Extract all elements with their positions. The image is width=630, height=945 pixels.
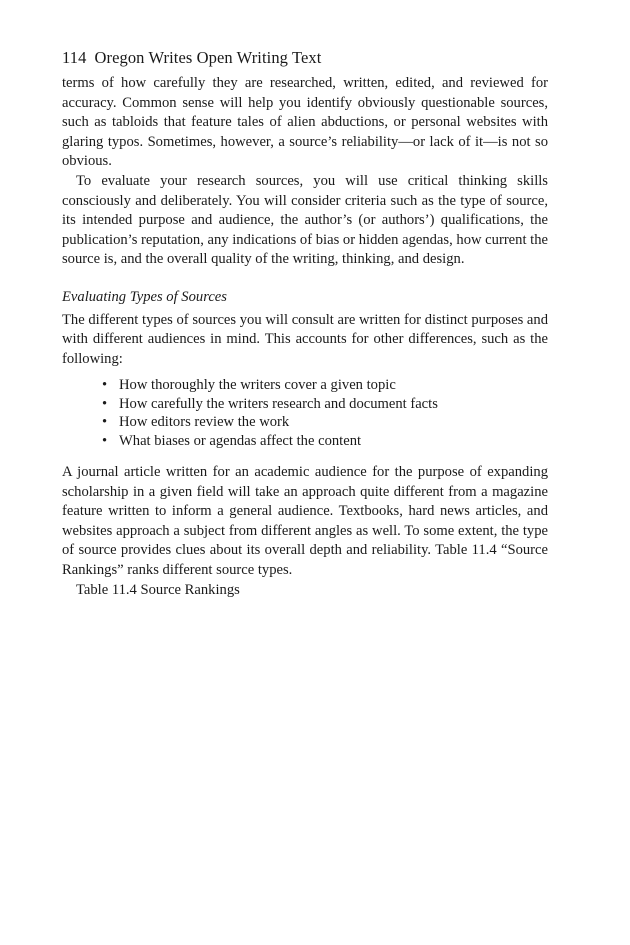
list-item — [102, 395, 548, 413]
table-caption: Table 11.4 Source Rankings — [76, 581, 240, 598]
list-item — [102, 413, 548, 431]
bullet-icon: • — [102, 414, 108, 431]
page-number: 114 — [62, 48, 87, 67]
paragraph-journal-article: A journal article written for an academic audience for the purpose of expanding scholarship in a given field will take an approach quite different from a magazine feature written to inform a general audience. Textbooks, hard news articles, and websites approach a subject from different angles as well. To some extent, the type of source provides clues about its overall depth and reliability. Table 11.4 “Source Rankings” ranks different source types. — [62, 463, 548, 578]
list-item-text: How thoroughly the writers cover a given topic — [119, 377, 396, 394]
list-item-text: How carefully the writers research and document facts — [119, 395, 438, 412]
bullet-icon: • — [102, 377, 108, 394]
bullet-list — [62, 376, 548, 450]
running-head — [62, 46, 548, 70]
list-item — [102, 432, 548, 450]
section-heading: Evaluating Types of Sources — [62, 288, 227, 305]
paragraph-source-types: The different types of sources you will consult are written for distinct purposes and with different audiences in mind. This accounts for other differences, such as the following: — [62, 311, 548, 367]
bullet-icon: • — [102, 395, 108, 412]
list-item — [102, 376, 548, 394]
list-item-text: How editors review the work — [119, 414, 290, 431]
paragraph-continuation: terms of how carefully they are researched, written, edited, and reviewed for accuracy. Common sense will help you identify obviously questionable sources, such as tabloids that feature tales of alien abductions, or personal websites with glaring typos. Sometimes, however, a source’s reliability—or lack of it—is not so obvious. — [62, 75, 548, 170]
list-item-text: What biases or agendas affect the content — [119, 432, 362, 449]
paragraph-evaluate-sources: To evaluate your research sources, you will use critical thinking skills consciously and deliberately. You will consider criteria such as the type of source, its intended purpose and audience, the author’s (or authors’) qualifications, the publication’s reputation, any indications of bias or hidden agendas, how current the source is, and the overall quality of the writing, thinking, and design. — [62, 172, 548, 268]
bullet-icon: • — [102, 432, 108, 449]
book-title: Oregon Writes Open Writing Text — [94, 48, 322, 67]
page — [62, 46, 548, 600]
